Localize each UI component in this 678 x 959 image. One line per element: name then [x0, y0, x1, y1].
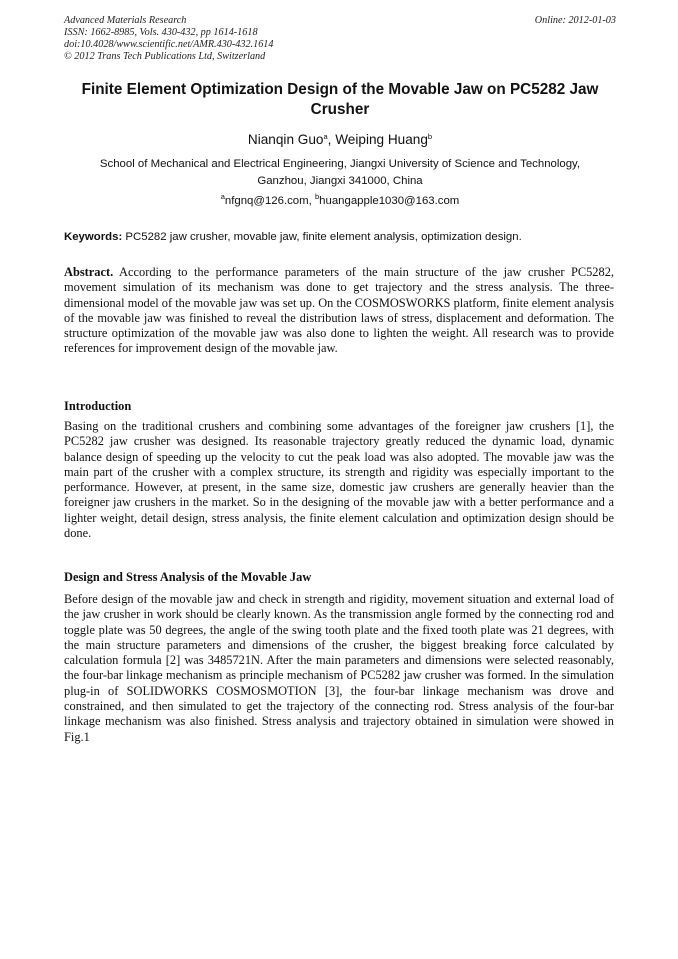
keywords-label: Keywords:: [64, 231, 123, 243]
journal-header: [64, 15, 616, 63]
abstract-label: Abstract.: [64, 265, 114, 279]
email-b: huangapple1030@163.com: [319, 195, 460, 207]
author-line: [60, 131, 620, 149]
email-b-sup: b: [314, 192, 320, 201]
journal-name: Advanced Materials Research: [64, 15, 187, 26]
affiliation-line-1: School of Mechanical and Electrical Engineering, Jiangxi University of Science and Technology,: [99, 158, 581, 170]
affiliation: [60, 156, 620, 190]
section-body-design: Before design of the movable jaw and check in strength and rigidity, movement situation and external load of the jaw crusher in work should be clearly known. As the transmission angle formed by the connecting rod and toggle plate was 50 degrees, the angle of the swing tooth plate and the fixed tooth plate was 21 degrees, with the main structure parameters and dimensions of the crusher, the biggest breaking force calculated by calculation formula [2] was 3485721N. After the main parameters and dimensions were selected reasonably, the four-bar linkage mechanism as principle mechanism of PC5282 jaw crusher was formed. In the simulation plug-in of SOLIDWORKS COSMOSMOTION [3], the four-bar linkage mechanism was drove and constrained, and then simulated to get the trajectory of the connecting rod. Stress analysis of the four-bar linkage mechanism was also finished. Stress analysis and trajectory obtained in simulation were showed in Fig.1: [64, 592, 614, 744]
email-a: nfgnq@126.com: [224, 195, 309, 207]
author-1-sup: a: [323, 132, 328, 141]
journal-info: [64, 15, 616, 63]
author-1: Nianqin Guo: [247, 132, 324, 147]
author-separator: ,: [327, 132, 336, 147]
abstract-text: According to the performance parameters of the main structure of the jaw crusher PC5282, movement simulation of its mechanism was done to get trajectory and the stress analysis. The three-dimensional model of the movable jaw was set up. On the COSMOSWORKS platform, finite element analysis of the movable jaw was finished to reveal the distribution laws of stress, displacement and deformation. The structure optimization of the movable jaw was also done to lighten the weight. All research was to provide references for improvement design of the movable jaw.: [64, 265, 614, 356]
section-body-introduction: Basing on the traditional crushers and combining some advantages of the foreigner jaw crushers [1], the PC5282 jaw crusher was designed. Its reasonable trajectory greatly reduced the dynamic load, dynamic balance design of speeding up the velocity to cut the peak load was also adopted. The movable jaw was the main part of the crusher with a complex structure, its strength and rigidity was especially important to the performance. However, at present, in the same size, domestic jaw crushers are generally heavier than the foreigner jaw crushers in the market. So in the designing of the movable jaw with a better performance and a lighter weight, detail design, stress analysis, the finite element calculation and optimization design should be done.: [64, 419, 614, 541]
doi-line: doi:10.4028/www.scientific.net/AMR.430-432.1614: [64, 39, 274, 50]
section-heading-design: Design and Stress Analysis of the Movable Jaw: [64, 570, 312, 584]
copyright-line: © 2012 Trans Tech Publications Ltd, Switzerland: [64, 51, 266, 62]
section-heading-introduction: Introduction: [64, 399, 132, 413]
abstract: [64, 265, 614, 357]
online-date: Online: 2012-01-03: [534, 15, 616, 26]
keywords: [64, 229, 620, 245]
author-2: Weiping Huang: [335, 132, 428, 147]
affiliation-line-2: Ganzhou, Jiangxi 341000, China: [257, 175, 423, 187]
email-a-sup: a: [220, 192, 225, 201]
author-2-sup: b: [427, 132, 433, 141]
keywords-text: PC5282 jaw crusher, movable jaw, finite element analysis, optimization design.: [125, 231, 522, 243]
paper-title: Finite Element Optimization Design of the Movable Jaw on PC5282 Jaw Crusher: [81, 81, 599, 118]
email-separator: ,: [308, 195, 315, 207]
issn-line: ISSN: 1662-8985, Vols. 430-432, pp 1614-1618: [64, 27, 258, 38]
email-line: [60, 193, 620, 209]
